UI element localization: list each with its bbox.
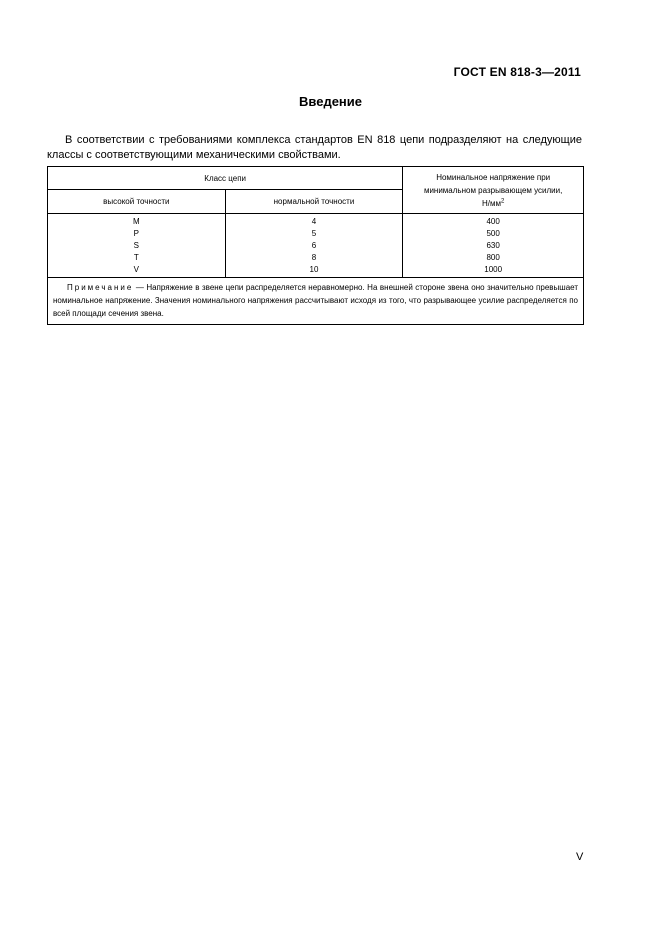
table-note-row [48, 278, 584, 325]
table-cell: 5 [311, 229, 317, 238]
nominal-stress-header-line1: Номинальное напряжение при [436, 172, 551, 182]
nominal-stress-header [403, 167, 584, 214]
normal-accuracy-column [225, 214, 403, 278]
table-cell: 10 [309, 265, 319, 274]
nominal-stress-header-line2: минимальном разрывающем усилии, [423, 185, 563, 195]
normal-accuracy-header: нормальной точности [225, 190, 403, 214]
document-code: ГОСТ EN 818-3—2011 [453, 65, 581, 79]
page-number: V [576, 851, 584, 863]
unit-text: Н/мм [481, 198, 501, 208]
table-cell: P [133, 229, 139, 238]
nominal-stress-header-unit [403, 197, 583, 210]
table-cell: 1000 [484, 265, 503, 274]
table-cell: 500 [486, 229, 500, 238]
chain-class-table [47, 166, 584, 325]
table-cell: 4 [311, 217, 317, 226]
section-title: Введение [299, 94, 362, 109]
intro-paragraph: В соответствии с требованиями комплекса стандартов EN 818 цепи подразделяют на следующие классы с соответствующими механическими свойствами. [47, 134, 582, 161]
table-cell: 8 [311, 253, 317, 262]
table-cell: S [133, 241, 139, 250]
note-text: — Напряжение в звене цепи распределяется неравномерно. На внешней стороне звена оно значительно превышает номинальное напряжение. Значения номинального напряжения рассчитывают исходя из того, что разрывающее усилие распределяется по всей площади сечения звена. [53, 283, 578, 318]
table-cell: V [133, 265, 139, 274]
table-cell: M [132, 217, 140, 226]
high-accuracy-header: высокой точности [48, 190, 226, 214]
table-data-row [48, 214, 584, 278]
nominal-stress-column [403, 214, 584, 278]
table-header-row [48, 167, 584, 190]
table-cell: 400 [486, 217, 500, 226]
high-accuracy-column [48, 214, 226, 278]
note-label: Примечание [67, 283, 134, 292]
unit-superscript: 2 [500, 197, 505, 204]
table-cell: 630 [486, 241, 500, 250]
chain-class-header: Класс цепи [48, 167, 403, 190]
table-cell: 6 [311, 241, 317, 250]
table-cell: T [133, 253, 139, 262]
table-cell: 800 [486, 253, 500, 262]
table-note [48, 278, 584, 325]
